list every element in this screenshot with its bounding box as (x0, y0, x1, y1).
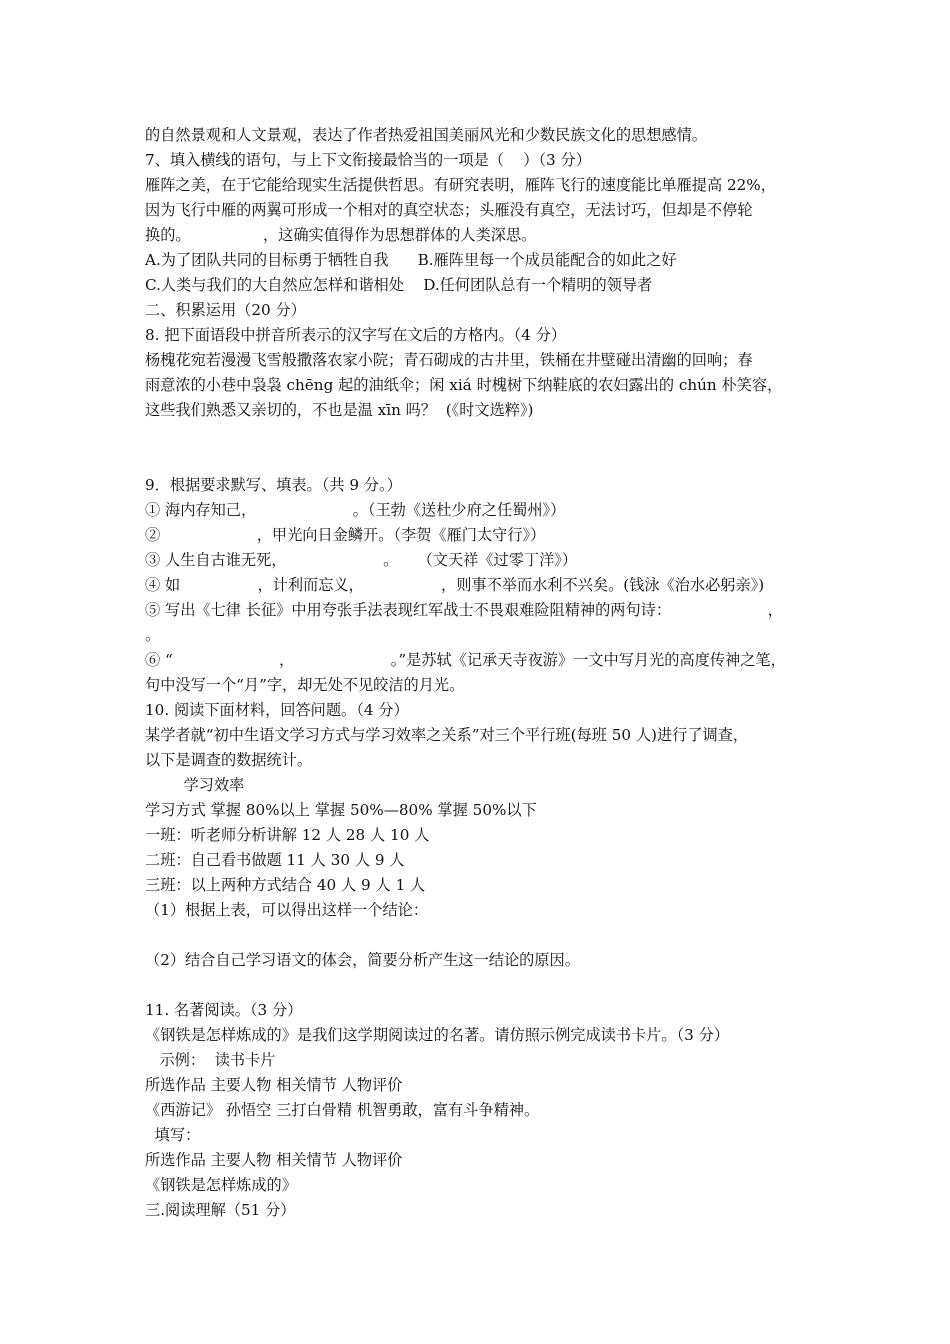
section-2-heading: 二、积累运用（20 分） (145, 301, 306, 319)
text-line: 句中没写一个“月”字，却无处不见皎洁的月光。 (145, 676, 465, 694)
card-header: 所选作品 主要人物 相关情节 人物评价 (145, 1076, 403, 1094)
sub-question-1: （1）根据上表，可以得出这样一个结论： (145, 901, 429, 919)
text-line: ① 海内存知己， 。（王勃《送杜少府之任蜀州》） (145, 501, 566, 519)
text-line: 雨意浓的小巷中袅袅 chēng 起的油纸伞；闲 xiá 时槐树下纳鞋底的农妇露出的 chún 朴笑容， (145, 376, 783, 394)
text-line: 以下是调查的数据统计。 (145, 751, 313, 769)
text-line: ③ 人生自古谁无死， 。 （文天祥《过零丁洋》） (145, 551, 578, 569)
text-line: 示例： 读书卡片 (145, 1051, 276, 1069)
table-header: 学习方式 掌握 80%以上 掌握 50%—80% 掌握 50%以下 (145, 801, 537, 819)
option-c-d: C.人类与我们的大自然应怎样和谐相处 D.任何团队总有一个精明的领导者 (145, 276, 653, 294)
table-row: 一班：听老师分析讲解 12 人 28 人 10 人 (145, 826, 430, 844)
text-line: ⑤ 写出《七律 长征》中用夸张手法表现红军战士不畏艰难险阻精神的两句诗： ， (145, 601, 783, 619)
text-line: 。 (145, 626, 161, 644)
text-line: 雁阵之美，在于它能给现实生活提供哲思。有研究表明，雁阵飞行的速度能比单雁提高 22%， (145, 176, 776, 194)
text-line: 《钢铁是怎样炼成的》是我们这学期阅读过的名著。请仿照示例完成读书卡片。（3 分） (145, 1026, 730, 1044)
question-11-heading: 11. 名著阅读。（3 分） (145, 1001, 303, 1019)
option-a-b: A.为了团队共同的目标勇于牺牲自我 B.雁阵里每一个成员能配合的如此之好 (145, 251, 677, 269)
card-row: 《钢铁是怎样炼成的》 (145, 1176, 297, 1194)
table-row: 三班：以上两种方式结合 40 人 9 人 1 人 (145, 876, 426, 894)
question-8-heading: 8. 把下面语段中拼音所表示的汉字写在文后的方格内。（4 分） (145, 326, 567, 344)
question-10-heading: 10. 阅读下面材料，回答问题。（4 分） (145, 701, 409, 719)
text-line: 的自然景观和人文景观，表达了作者热爱祖国美丽风光和少数民族文化的思想感情。 (145, 126, 707, 144)
text-line: 因为飞行中雁的两翼可形成一个相对的真空状态；头雁没有真空，无法讨巧，但却是不停轮 (145, 201, 753, 219)
text-line: ④ 如 ，计利而忘义， ，则事不举而水利不兴矣。(钱泳《治水必躬亲》) (145, 576, 765, 594)
section-3-heading: 三.阅读理解（51 分） (145, 1201, 296, 1219)
question-9-heading: 9．根据要求默写、填表。（共 9 分。） (145, 476, 402, 494)
text-line: 填写： (145, 1126, 201, 1144)
text-line: 杨槐花宛若漫漫飞雪般撒落农家小院；青石砌成的古井里，铁桶在井壁碰出清幽的回响；春 (145, 351, 753, 369)
text-line: ② ，甲光向日金鳞开。（李贺《雁门太守行》） (145, 526, 546, 544)
question-7-heading: 7、填入横线的语句，与上下文衔接最恰当的一项是（ ）（3 分） (145, 151, 591, 169)
table-row: 二班：自己看书做题 11 人 30 人 9 人 (145, 851, 405, 869)
sub-question-2: （2）结合自己学习语文的体会，简要分析产生这一结论的原因。 (145, 951, 580, 969)
text-line: 某学者就“初中生语文学习方式与学习效率之关系”对三个平行班(每班 50 人)进行了调查， (145, 726, 749, 744)
card-row: 《西游记》 孙悟空 三打白骨精 机智勇敢，富有斗争精神。 (145, 1101, 540, 1119)
table-header: 学习效率 (145, 776, 245, 794)
text-line: 换的。 ，这确实值得作为思想群体的人类深思。 (145, 226, 537, 244)
text-line: 这些我们熟悉又亲切的，不也是温 xīn 吗？ (《时文选粹》) (145, 401, 534, 419)
text-line: ⑥ “ ， 。”是苏轼《记承天寺夜游》一文中写月光的高度传神之笔， (145, 651, 786, 669)
card-header: 所选作品 主要人物 相关情节 人物评价 (145, 1151, 403, 1169)
